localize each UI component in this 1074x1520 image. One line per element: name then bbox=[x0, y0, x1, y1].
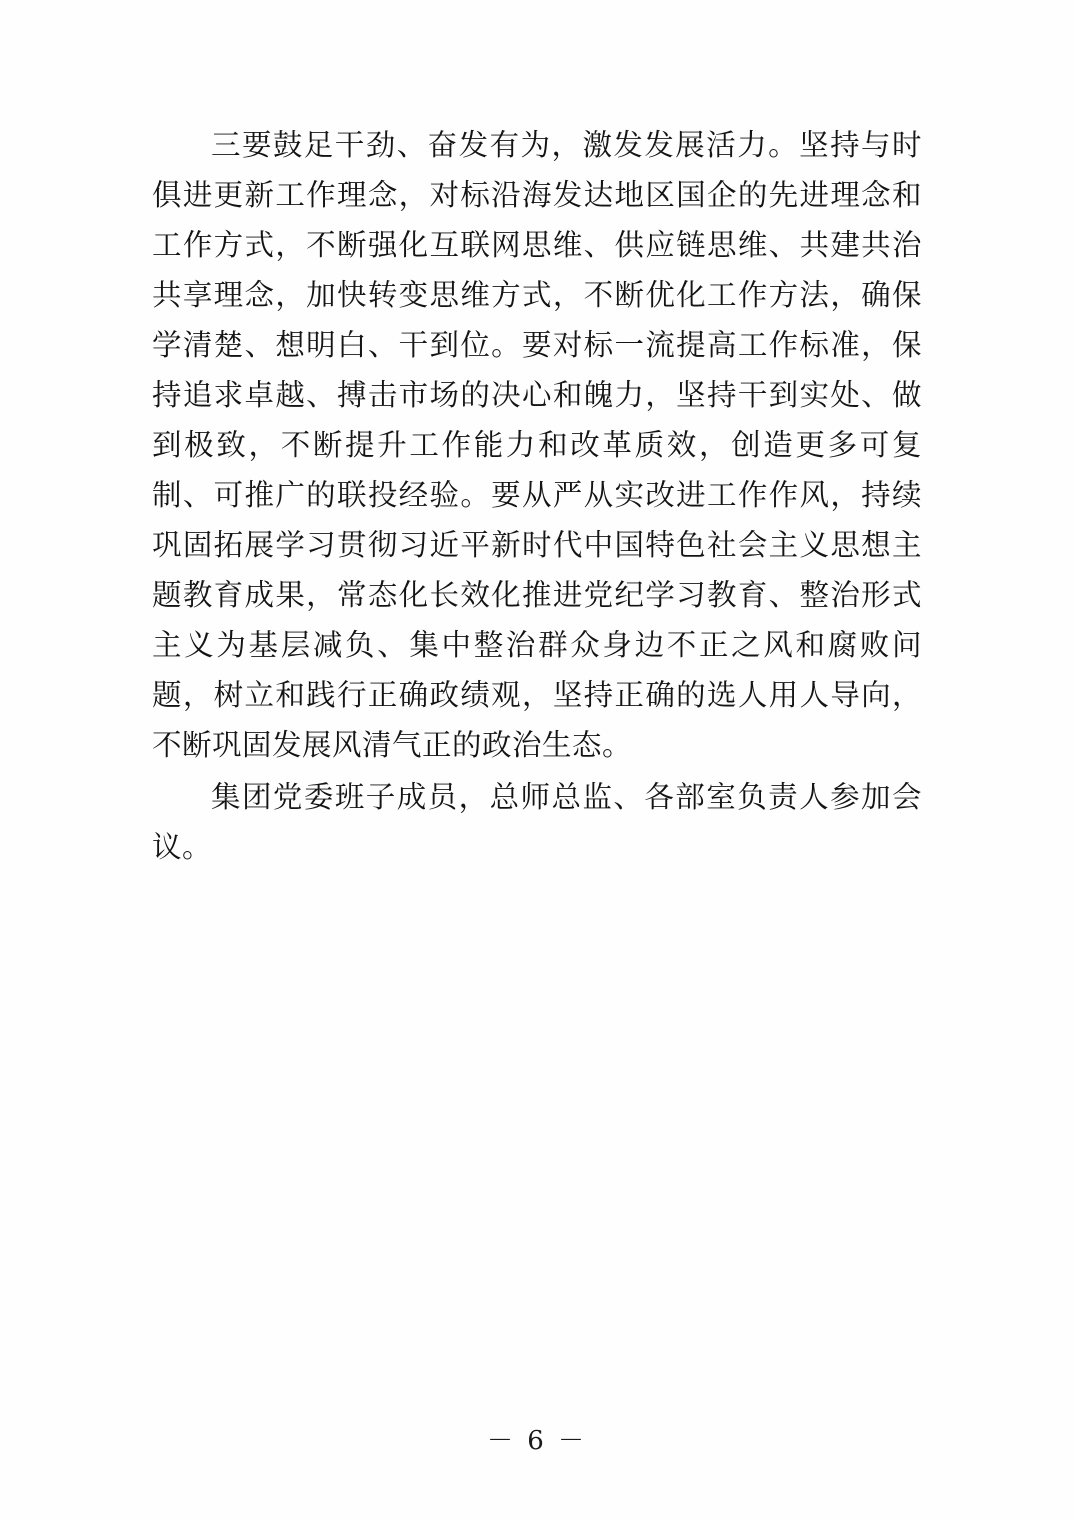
paragraph: 集团党委班子成员，总师总监、各部室负责人参加会议。 bbox=[152, 780, 922, 864]
paragraph: 三要鼓足干劲、奋发有为，激发发展活力。坚持与时俱进更新工作理念，对标沿海发达地区国企的先进理念和工作方式，不断强化互联网思维、供应链思维、共建共治共享理念，加快转变思维方式，不断优化工作方法，确保学清楚、想明白、干到位。要对标一流提高工作标准，保持追求卓越、搏击市场的决心和魄力，坚持干到实处、做到极致，不断提升工作能力和改革质效，创造更多可复制、可推广的联投经验。要从严从实改进工作作风，持续巩固拓展学习贯彻习近平新时代中国特色社会主义思想主题教育成果，常态化长效化推进党纪学习教育、整治形式主义为基层减负、集中整治群众身边不正之风和腐败问题，树立和践行正确政绩观，坚持正确的选人用人导向，不断巩固发展风清气正的政治生态。 bbox=[152, 128, 922, 762]
document-body bbox=[152, 120, 922, 872]
page-number: － 6 － bbox=[486, 1426, 588, 1456]
